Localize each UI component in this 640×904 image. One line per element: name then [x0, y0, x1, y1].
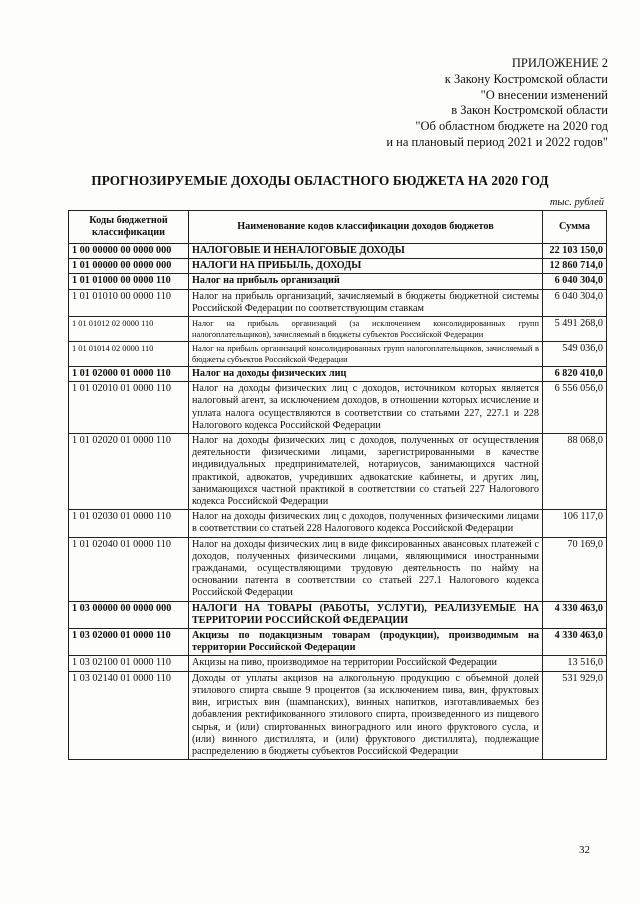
table-row: [69, 342, 607, 367]
row-name: Налог на доходы физических лиц с доходов, источником которых является налоговый агент, за исключением доходов, в отношении которых исчисление и уплата налога осуществляются в соответствии со статьями 227, 227.1 и 228 Налогового кодекса Российской Федерации: [189, 382, 543, 434]
row-sum: 5 491 268,0: [543, 317, 607, 342]
table-row: [69, 367, 607, 382]
row-sum: 106 117,0: [543, 510, 607, 537]
row-sum: 88 068,0: [543, 434, 607, 510]
table-row: [69, 317, 607, 342]
table-row: [69, 671, 607, 759]
row-name: Налог на доходы физических лиц с доходов, полученных от осуществления деятельности физическими лицами, зарегистрированными в качестве индивидуальных предпринимателей, нотариусов, занимающихся частной практикой, адвокатов, учредивших адвокатские кабинеты, и других лиц, занимающихся частной практикой в соответствии со статьей 227 Налогового кодекса Российской Федерации: [189, 434, 543, 510]
row-sum: 6 040 304,0: [543, 274, 607, 289]
appendix-block: [386, 56, 608, 151]
revenue-table: [68, 210, 607, 760]
row-code: 1 01 01012 02 0000 110: [69, 317, 189, 342]
row-code: 1 03 00000 00 0000 000: [69, 601, 189, 628]
row-sum: 13 516,0: [543, 656, 607, 671]
row-sum: 531 929,0: [543, 671, 607, 759]
appendix-line: к Закону Костромской области: [444, 71, 608, 86]
header-name: Наименование кодов классификации доходов бюджетов: [189, 211, 543, 244]
row-sum: 70 169,0: [543, 537, 607, 601]
page-number: 32: [579, 844, 590, 856]
appendix-line: "О внесении изменений: [480, 87, 608, 102]
row-sum: 4 330 463,0: [543, 629, 607, 656]
row-code: 1 01 01010 00 0000 110: [69, 289, 189, 316]
row-code: 1 03 02000 01 0000 110: [69, 629, 189, 656]
appendix-line: в Закон Костромской области: [451, 103, 608, 118]
table-row: [69, 259, 607, 274]
appendix-line: и на плановый период 2021 и 2022 годов": [386, 134, 608, 149]
table-row: [69, 289, 607, 316]
row-code: 1 00 00000 00 0000 000: [69, 244, 189, 259]
table-row: [69, 601, 607, 628]
row-name: НАЛОГИ НА ТОВАРЫ (РАБОТЫ, УСЛУГИ), РЕАЛИЗУЕМЫЕ НА ТЕРРИТОРИИ РОССИЙСКОЙ ФЕДЕРАЦИИ: [189, 601, 543, 628]
row-name: Налог на прибыль организаций (за исключением консолидированных групп налогоплательщиков), зачисляемый в бюджеты субъектов Российской Федерации: [189, 317, 543, 342]
row-name: Налог на доходы физических лиц с доходов, полученных физическими лицами в соответствии со статьей 228 Налогового кодекса Российской Федерации: [189, 510, 543, 537]
table-row: [69, 510, 607, 537]
document-title: ПРОГНОЗИРУЕМЫЕ ДОХОДЫ ОБЛАСТНОГО БЮДЖЕТА НА 2020 ГОД: [91, 173, 549, 188]
table-row: [69, 656, 607, 671]
row-name: Налог на прибыль организаций: [189, 274, 543, 289]
row-sum: 6 820 410,0: [543, 367, 607, 382]
table-row: [69, 434, 607, 510]
header-code: Коды бюджетной классификации: [69, 211, 189, 244]
row-name: Налог на доходы физических лиц: [189, 367, 543, 382]
row-code: 1 03 02100 01 0000 110: [69, 656, 189, 671]
row-sum: 22 103 150,0: [543, 244, 607, 259]
row-sum: 12 860 714,0: [543, 259, 607, 274]
row-name: НАЛОГОВЫЕ И НЕНАЛОГОВЫЕ ДОХОДЫ: [189, 244, 543, 259]
table-row: [69, 629, 607, 656]
row-name: Налог на прибыль организаций, зачисляемый в бюджеты бюджетной системы Российской Федерации по соответствующим ставкам: [189, 289, 543, 316]
row-sum: 549 036,0: [543, 342, 607, 367]
row-code: 1 03 02140 01 0000 110: [69, 671, 189, 759]
row-name: Доходы от уплаты акцизов на алкогольную продукцию с объемной долей этилового спирта свыше 9 процентов (за исключением пива, вин, фруктовых вин, игристых вин (шампанских), винных напитков, изготавливаемых без добавления ректификованного этилового спирта, произведенного из пищевого сырья, и (или) спиртованных виноградного или иного фруктового сусла, и (или) винного дистиллята, и (или) фруктового дистиллята), подлежащие распределению в бюджеты субъектов Российской Федерации: [189, 671, 543, 759]
row-sum: 6 040 304,0: [543, 289, 607, 316]
row-name: НАЛОГИ НА ПРИБЫЛЬ, ДОХОДЫ: [189, 259, 543, 274]
row-name: Налог на доходы физических лиц в виде фиксированных авансовых платежей с доходов, полученных физическими лицами, являющимися иностранными гражданами, осуществляющими трудовую деятельность по найму на основании патента в соответствии со статьей 227.1 Налогового кодекса Российской Федерации: [189, 537, 543, 601]
table-header-row: [69, 211, 607, 244]
table-row: [69, 537, 607, 601]
row-code: 1 01 02000 01 0000 110: [69, 367, 189, 382]
row-code: 1 01 02040 01 0000 110: [69, 537, 189, 601]
row-name: Акцизы по подакцизным товарам (продукции), производимым на территории Российской Федерации: [189, 629, 543, 656]
row-sum: 4 330 463,0: [543, 601, 607, 628]
appendix-line: ПРИЛОЖЕНИЕ 2: [511, 56, 608, 70]
row-name: Акцизы на пиво, производимое на территории Российской Федерации: [189, 656, 543, 671]
appendix-line: "Об областном бюджете на 2020 год: [415, 119, 608, 134]
row-code: 1 01 01014 02 0000 110: [69, 342, 189, 367]
unit-label: тыс. рублей: [549, 197, 604, 208]
row-code: 1 01 02030 01 0000 110: [69, 510, 189, 537]
row-code: 1 01 02020 01 0000 110: [69, 434, 189, 510]
table-row: [69, 382, 607, 434]
table-row: [69, 274, 607, 289]
row-code: 1 01 02010 01 0000 110: [69, 382, 189, 434]
row-code: 1 01 01000 00 0000 110: [69, 274, 189, 289]
row-name: Налог на прибыль организаций консолидированных групп налогоплательщиков, зачисляемый в бюджеты субъектов Российской Федерации: [189, 342, 543, 367]
header-sum: Сумма: [543, 211, 607, 244]
row-code: 1 01 00000 00 0000 000: [69, 259, 189, 274]
row-sum: 6 556 056,0: [543, 382, 607, 434]
table-row: [69, 244, 607, 259]
